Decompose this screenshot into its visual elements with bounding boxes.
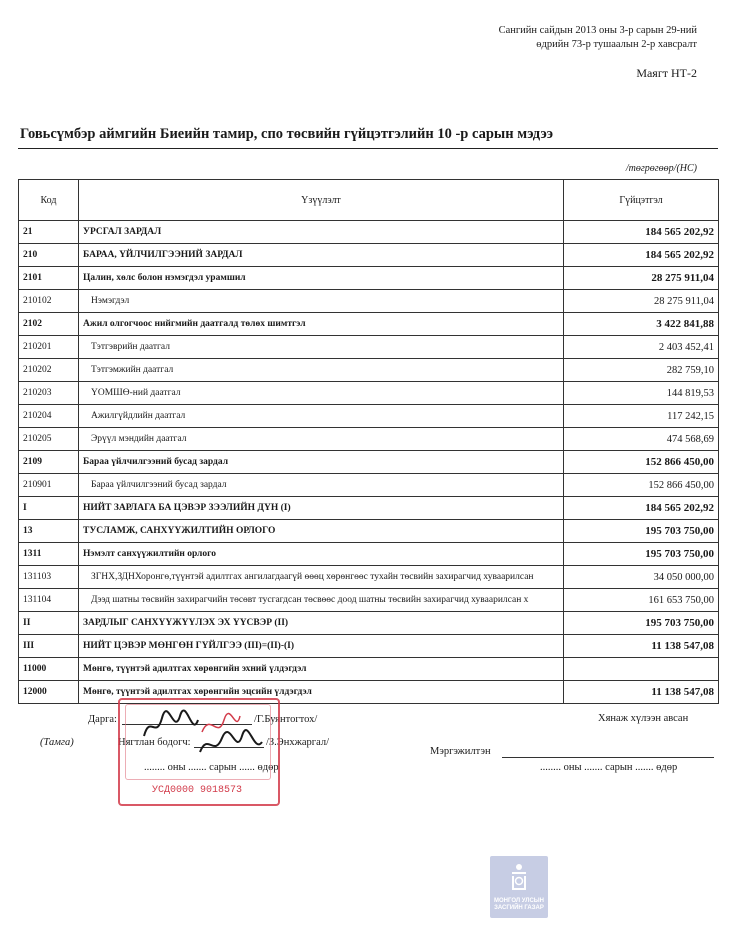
soyombo-icon — [508, 862, 530, 892]
row-code: 1311 — [19, 543, 79, 566]
row-name: УРСГАЛ ЗАРДАЛ — [79, 221, 564, 244]
header-code: Код — [19, 180, 79, 221]
row-name: Тэтгэврийн даатгал — [79, 336, 564, 359]
row-code: 210201 — [19, 336, 79, 359]
row-code: 12000 — [19, 681, 79, 704]
row-amount: 282 759,10 — [564, 359, 719, 382]
row-name: БАРАА, ҮЙЛЧИЛГЭЭНИЙ ЗАРДАЛ — [79, 244, 564, 267]
accountant-name: /З.Энхжаргал/ — [266, 737, 329, 748]
accountant-signature-icon — [196, 728, 266, 760]
table-row — [19, 566, 719, 589]
director-label: Дарга: — [88, 714, 117, 725]
row-amount: 3 422 841,88 — [564, 313, 719, 336]
row-amount: 28 275 911,04 — [564, 290, 719, 313]
row-amount: 152 866 450,00 — [564, 451, 719, 474]
row-name: ЗГНХ,ЗДНХоронгө,түүнтэй адилтгах ангилагдаагүй өөөц хөрөнгөөс тухайн төсвийн захирагчид хуваарилсан — [79, 566, 564, 589]
inspector-label: Мэргэжилтэн — [430, 746, 491, 757]
row-amount: 2 403 452,41 — [564, 336, 719, 359]
row-code: 2109 — [19, 451, 79, 474]
table-row — [19, 244, 719, 267]
row-name: НИЙТ ЦЭВЭР МӨНГӨН ГҮЙЛГЭЭ (III)=(II)-(I) — [79, 635, 564, 658]
decree-note-line1: Сангийн сайдын 2013 оны 3-р сарын 29-ний — [498, 25, 697, 36]
row-amount: 152 866 450,00 — [564, 474, 719, 497]
table-row — [19, 336, 719, 359]
table-row — [19, 405, 719, 428]
date-left: ........ оны ....... сарын ...... өдөр — [144, 762, 279, 773]
report-title: Говьсүмбэр аймгийн Биеийн тамир, спо төсвийн гүйцэтгэлийн 10 -р сарын мэдээ — [20, 126, 554, 142]
row-amount: 28 275 911,04 — [564, 267, 719, 290]
budget-table — [18, 179, 719, 704]
seal-label: (Тамга) — [40, 737, 74, 748]
row-amount: 34 050 000,00 — [564, 566, 719, 589]
table-header-row — [19, 180, 719, 221]
row-code: 210203 — [19, 382, 79, 405]
table-row — [19, 474, 719, 497]
decree-note-line2: өдрийн 73-р тушаалын 2-р хавсралт — [536, 39, 697, 50]
row-name: Ажилгүйдлийн даатгал — [79, 405, 564, 428]
row-amount: 184 565 202,92 — [564, 244, 719, 267]
date-right: ........ оны ....... сарын ....... өдөр — [540, 762, 678, 773]
table-row — [19, 589, 719, 612]
logo-text-line2: ЗАСГИЙН ГАЗАР — [494, 905, 544, 911]
row-code: I — [19, 497, 79, 520]
row-name: Мөнгө, түүнтэй адилтгах хөрөнгийн эхний үлдэгдэл — [79, 658, 564, 681]
row-code: 131104 — [19, 589, 79, 612]
decree-note — [499, 24, 697, 52]
row-code: III — [19, 635, 79, 658]
row-amount: 474 568,69 — [564, 428, 719, 451]
row-name: Бараа үйлчилгээний бусад зардал — [79, 451, 564, 474]
logo-text — [490, 898, 548, 912]
title-underline — [18, 148, 718, 149]
table-row — [19, 290, 719, 313]
accountant-label: Нягтлан бодогч: — [118, 737, 191, 748]
row-amount: 195 703 750,00 — [564, 543, 719, 566]
row-name: Тэтгэмжийн даатгал — [79, 359, 564, 382]
row-name: Нэмэгдэл — [79, 290, 564, 313]
header-amount: Гүйцэтгэл — [564, 180, 719, 221]
row-amount — [564, 658, 719, 681]
row-name: Нэмэлт санхүүжилтийн орлого — [79, 543, 564, 566]
row-name: НИЙТ ЗАРЛАГА БА ЦЭВЭР ЗЭЭЛИЙН ДҮН (I) — [79, 497, 564, 520]
currency-unit: /төгрөгөөр/(НС) — [625, 163, 697, 174]
row-amount: 195 703 750,00 — [564, 520, 719, 543]
row-code: 210901 — [19, 474, 79, 497]
row-name: Ажил олгогчоос нийгмийн даатгалд төлөх шимтгэл — [79, 313, 564, 336]
row-code: 11000 — [19, 658, 79, 681]
header-name: Үзүүлэлт — [79, 180, 564, 221]
table-row — [19, 267, 719, 290]
row-amount: 184 565 202,92 — [564, 221, 719, 244]
director-name: /Г.Буянтогтох/ — [254, 714, 318, 725]
row-code: 210204 — [19, 405, 79, 428]
row-name: ҮОМШӨ-ний даатгал — [79, 382, 564, 405]
row-amount: 184 565 202,92 — [564, 497, 719, 520]
row-code: 131103 — [19, 566, 79, 589]
table-row — [19, 221, 719, 244]
row-name: Цалин, хөлс болон нэмэгдэл урамшил — [79, 267, 564, 290]
row-name: ЗАРДЛЫГ САНХҮҮЖҮҮЛЭХ ЭХ ҮҮСВЭР (II) — [79, 612, 564, 635]
row-amount: 161 653 750,00 — [564, 589, 719, 612]
row-code: 210202 — [19, 359, 79, 382]
table-row — [19, 428, 719, 451]
row-amount: 144 819,53 — [564, 382, 719, 405]
table-row — [19, 313, 719, 336]
row-code: 2102 — [19, 313, 79, 336]
row-code: 2101 — [19, 267, 79, 290]
row-amount: 11 138 547,08 — [564, 681, 719, 704]
row-name: Мөнгө, түүнтэй адилтгах хөрөнгийн эцсийн үлдэгдэл — [79, 681, 564, 704]
row-amount: 195 703 750,00 — [564, 612, 719, 635]
table-row — [19, 382, 719, 405]
table-row — [19, 451, 719, 474]
row-code: II — [19, 612, 79, 635]
row-code: 210205 — [19, 428, 79, 451]
table-body — [19, 221, 719, 704]
stamp-number: УСД0000 9018573 — [152, 785, 243, 796]
row-name: Дээд шатны төсвийн захирагчийн төсөвт тусгагдсан төсвөөс доод шатны төсвийн захирагчид хуваарилсан х — [79, 589, 564, 612]
row-code: 210102 — [19, 290, 79, 313]
table-row — [19, 635, 719, 658]
inspector-signature-line — [502, 757, 714, 758]
logo-text-line1: МОНГОЛ УЛСЫН — [494, 898, 544, 904]
row-amount: 117 242,15 — [564, 405, 719, 428]
table-row — [19, 658, 719, 681]
form-code: Маягт НТ-2 — [636, 66, 697, 80]
reviewed-label: Хянаж хүлээн авсан — [598, 713, 689, 724]
row-amount: 11 138 547,08 — [564, 635, 719, 658]
table-row — [19, 497, 719, 520]
table-row — [19, 612, 719, 635]
row-code: 13 — [19, 520, 79, 543]
row-code: 21 — [19, 221, 79, 244]
row-name: ТУСЛАМЖ, САНХҮҮЖИЛТИЙН ОРЛОГО — [79, 520, 564, 543]
row-name: Эрүүл мэндийн даатгал — [79, 428, 564, 451]
table-row — [19, 543, 719, 566]
row-name: Бараа үйлчилгээний бусад зардал — [79, 474, 564, 497]
row-code: 210 — [19, 244, 79, 267]
table-row — [19, 359, 719, 382]
table-row — [19, 520, 719, 543]
